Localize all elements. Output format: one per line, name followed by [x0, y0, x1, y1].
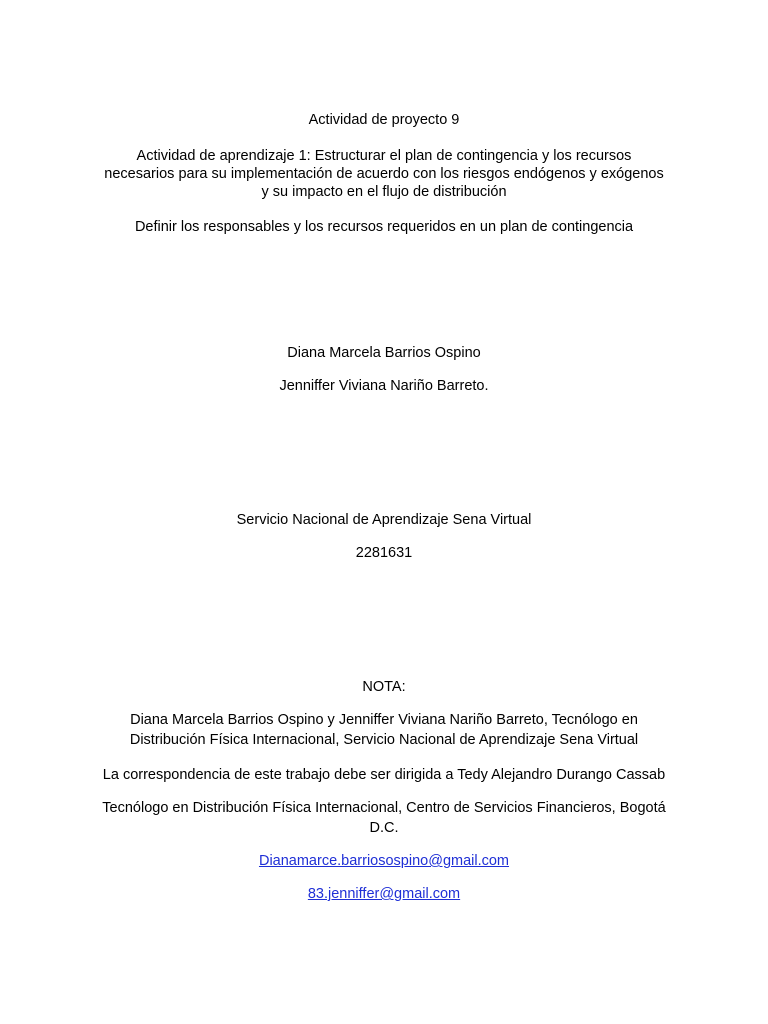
course-code: 2281631 [355, 545, 413, 561]
email-link-2[interactable]: 83.jenniffer@gmail.com [307, 886, 461, 902]
email-1-container [0, 852, 768, 870]
learning-activity-line-1: Actividad de aprendizaje 1: Estructurar el plan de contingencia y los recursos [136, 148, 632, 164]
learning-activity-line-2: necesarios para su implementación de acuerdo con los riesgos endógenos y exógenos [104, 166, 664, 182]
affiliation-line-1: Tecnólogo en Distribución Física Internacional, Centro de Servicios Financieros, Bogotá [102, 800, 666, 816]
note-paragraph-line-2: Distribución Física Internacional, Servicio Nacional de Aprendizaje Sena Virtual [129, 732, 639, 748]
objective-text: Definir los responsables y los recursos requeridos en un plan de contingencia [134, 219, 634, 235]
author-2: Jenniffer Viviana Nariño Barreto. [279, 378, 489, 394]
affiliation-line-2: D.C. [369, 820, 399, 836]
email-link-1[interactable]: Dianamarce.barriosospino@gmail.com [258, 853, 510, 869]
institution-name: Servicio Nacional de Aprendizaje Sena Virtual [236, 512, 532, 528]
note-heading: NOTA: [362, 679, 406, 695]
correspondence-text: La correspondencia de este trabajo debe ser dirigida a Tedy Alejandro Durango Cassab [102, 767, 666, 783]
author-1: Diana Marcela Barrios Ospino [287, 345, 481, 361]
email-2-container [0, 885, 768, 903]
learning-activity-line-3: y su impacto en el flujo de distribución [261, 184, 507, 200]
document-title: Actividad de proyecto 9 [308, 112, 460, 128]
note-paragraph-line-1: Diana Marcela Barrios Ospino y Jenniffer Viviana Nariño Barreto, Tecnólogo en [130, 712, 638, 728]
